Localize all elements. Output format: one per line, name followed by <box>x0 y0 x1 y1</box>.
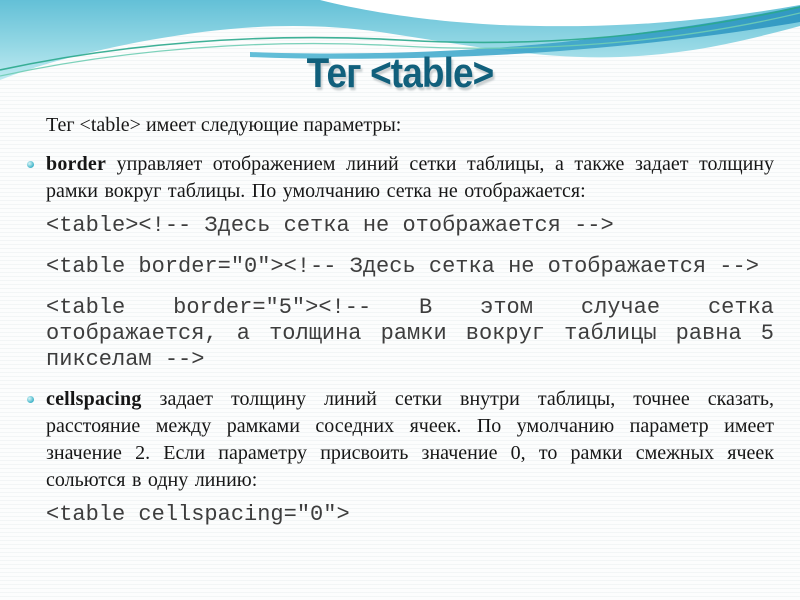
code-snippet: <table><!-- Здесь сетка не отображается --> <box>46 213 614 238</box>
slide-header <box>0 0 800 118</box>
code-snippet: <table border="5"><!-- В этом случае сетка отображается, а толщина рамки вокруг таблицы равна 5 пикселам --> <box>46 295 774 372</box>
bullet-item-border <box>46 151 774 373</box>
bullet-dot-icon <box>27 161 34 168</box>
code-snippet: <table border="0"><!-- Здесь сетка не отображается --> <box>46 254 759 279</box>
bullet-paragraph <box>46 386 774 494</box>
bullet-paragraph <box>46 151 774 205</box>
param-name: border <box>46 153 107 175</box>
intro-text: Тег <table> имеет следующие параметры: <box>46 114 402 136</box>
code-snippet: <table cellspacing="0"> <box>46 502 350 527</box>
bullet-dot-icon <box>27 396 34 403</box>
param-description: задает толщину линий сетки внутри таблицы, точнее сказать, расстояние между рамками соседних ячеек. По умолчанию параметр имеет значение 2. Если параметру присвоить значение 0, то рамки смежных ячеек сольются в одну линию: <box>46 388 774 491</box>
param-name: cellspacing <box>46 388 142 410</box>
slide-content <box>0 108 800 543</box>
param-description: управляет отображением линий сетки таблицы, а также задает толщину рамки вокруг таблицы. По умолчанию сетка не отображается: <box>46 153 774 202</box>
slide-title: Тег <table> <box>306 49 494 96</box>
bullet-item-cellspacing <box>46 386 774 528</box>
